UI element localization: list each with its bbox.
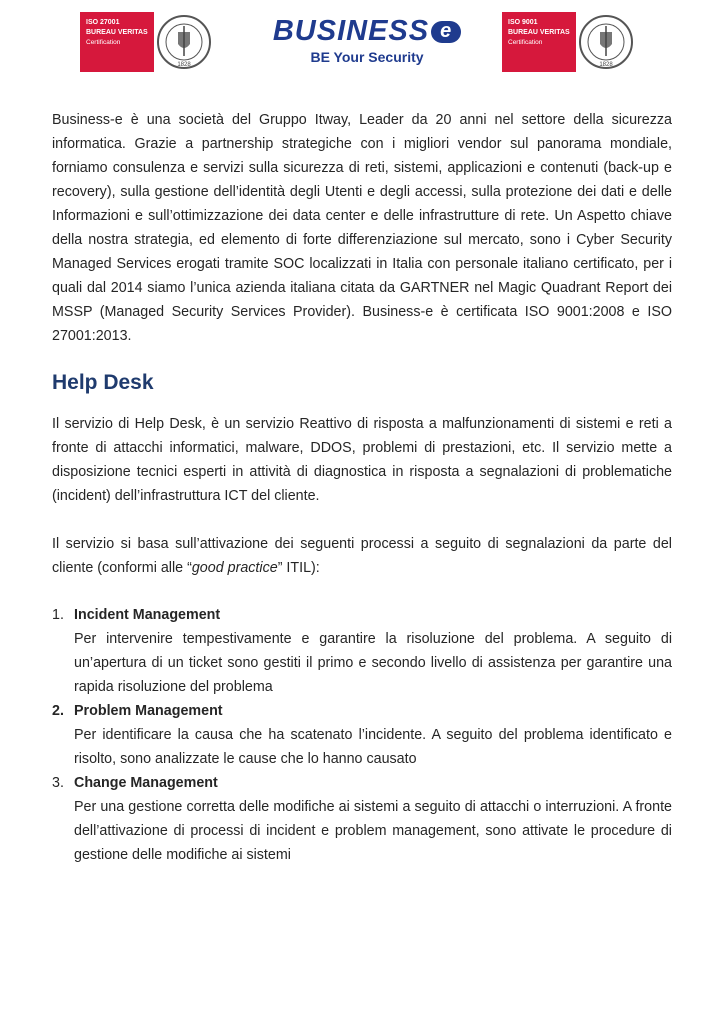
cert-standard: ISO 27001 bbox=[86, 19, 120, 26]
cert-issuer: BUREAU VERITAS bbox=[508, 29, 570, 36]
list-item bbox=[52, 699, 672, 771]
list-item bbox=[52, 603, 672, 699]
seal-year: 1828 bbox=[177, 62, 191, 68]
p2-text-before: Il servizio si basa sull’attivazione dei seguenti processi a seguito di segnalazioni da parte del cliente (conformi alle “ bbox=[52, 536, 672, 576]
iso-9001-certification-badge bbox=[502, 12, 637, 72]
section-heading: Help Desk bbox=[52, 371, 154, 394]
brand-wordmark bbox=[262, 14, 472, 48]
bureau-veritas-seal-icon bbox=[576, 12, 637, 72]
intro-paragraph: Business-e è una società del Gruppo Itway, Leader da 20 anni nel settore della sicurezza informatica. Grazie a partnership strategiche con i migliori vendor sul panorama mondiale, forniamo consulenza e servizi sulla sicurezza di reti, sistemi, applicazioni e contenuti (back-up e recovery), sulla gestione dell’identità degli Utenti e degli accessi, sulla protezione dei dati e delle Informazioni e sull’ottimizzazione dei data center e delle infrastrutture di rete. Un Aspetto chiave della nostra strategia, ed elemento di forte differenziazione sul mercato, sono i Cyber Security Managed Services erogati tramite SOC localizzati in Italia con personale italiano certificato, per i quali dal 2014 siamo l’unica azienda italiana citata da GARTNER nel Magic Quadrant Report dei MSSP (Managed Security Services Provider). Business-e è certificata ISO 9001:2008 e ISO 27001:2013. bbox=[52, 112, 672, 344]
list-item-description: Per intervenire tempestivamente e garantire la risoluzione del problema. A seguito di un’apertura di un ticket sono gestiti il primo e secondo livello di assistenza per garantire una rapida risoluzione del problema bbox=[74, 631, 672, 695]
processes-list bbox=[52, 603, 672, 867]
brand-e-icon: e bbox=[431, 21, 461, 43]
list-item-description: Per identificare la causa che ha scatenato l’incidente. A seguito del problema identificato e risolto, sono analizzate le cause che lo hanno causato bbox=[74, 727, 672, 767]
cert-issuer: BUREAU VERITAS bbox=[86, 29, 148, 36]
list-item-number: 3. bbox=[52, 775, 64, 791]
list-item-description: Per una gestione corretta delle modifiche ai sistemi a seguito di attacchi o interruzioni. A fronte dell’attivazione di processi di incident e problem management, sono attivate le procedure di gestione delle modifiche ai sistemi bbox=[74, 799, 672, 863]
brand-name: BUSINESS bbox=[272, 15, 430, 47]
list-item-title: Change Management bbox=[74, 775, 218, 791]
list-item-number: 1. bbox=[52, 607, 64, 623]
p2-text-after: ” ITIL): bbox=[277, 560, 320, 576]
list-item-title: Incident Management bbox=[74, 607, 221, 623]
cert-standard: ISO 9001 bbox=[508, 19, 538, 26]
iso-27001-certification-badge bbox=[80, 12, 215, 72]
cert-type: Certification bbox=[508, 39, 543, 46]
help-desk-description: Il servizio di Help Desk, è un servizio Reattivo di risposta a malfunzionamenti di sistemi e reti a fronte di attacchi informatici, malware, DDOS, problemi di prestazioni, etc. Il servizio mette a disposizione tecnici esperti in attività di diagnostica in risposta a segnalazioni di problematiche (incident) dell’infrastruttura ICT del cliente. bbox=[52, 416, 672, 504]
seal-year: 1828 bbox=[599, 62, 613, 68]
brand-tagline: BE Your Security bbox=[310, 49, 424, 65]
processes-intro-paragraph bbox=[52, 532, 672, 580]
cert-label-block bbox=[502, 12, 576, 72]
p2-italic-term: good practice bbox=[191, 560, 278, 576]
cert-label-block bbox=[80, 12, 154, 72]
list-item bbox=[52, 771, 672, 867]
list-item-number: 2. bbox=[52, 703, 64, 719]
list-item-title: Problem Management bbox=[74, 703, 223, 719]
cert-type: Certification bbox=[86, 39, 121, 46]
business-e-logo bbox=[262, 14, 472, 70]
bureau-veritas-seal-icon bbox=[154, 12, 215, 72]
